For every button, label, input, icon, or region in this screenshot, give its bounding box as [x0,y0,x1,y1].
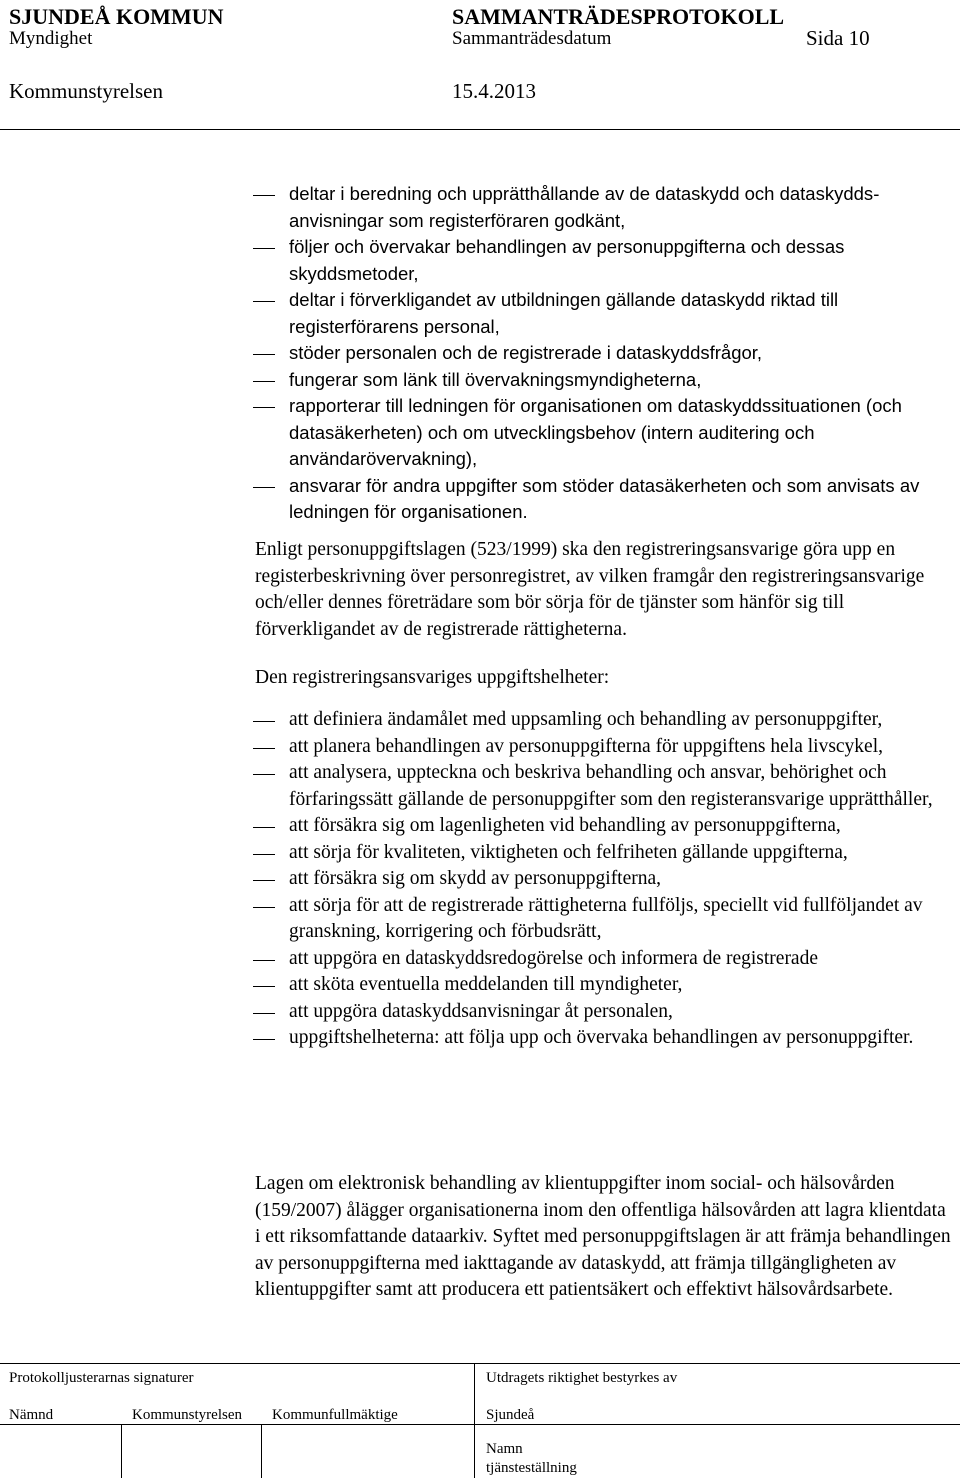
list-item: att uppgöra en dataskyddsredogörelse och informera de registrerade [255,946,955,973]
header-divider [0,129,960,130]
page-number: Sida 10 [806,26,870,50]
list-item: rapporterar till ledningen för organisationen om dataskyddssituationen (och datasäkerheten) och om utvecklingsbehov (intern auditering och användarövervakning), [255,393,955,473]
list-item: att uppgöra dataskyddsanvisningar åt personalen, [255,999,955,1026]
meeting-date: 15.4.2013 [452,79,536,103]
list-item: följer och övervakar behandlingen av personuppgifterna och dessas skyddsmetoder, [255,234,955,287]
footer-mid-rule [0,1424,960,1425]
list-item: att analysera, uppteckna och beskriva behandling och ansvar, behörighet och förfaringssätt gällande de personuppgifter som den registeransvarige upprätthåller, [255,760,955,813]
list-item: att sörja för att de registrerade rättigheterna fullföljs, speciellt vid fullföljandet av granskning, korrigering och förbudsrätt, [255,893,955,946]
section-heading: Den registreringsansvariges uppgiftshelheter: [255,667,610,688]
signatures-label: Protokolljusterarnas signaturer [9,1370,194,1386]
kommunfullmaktige-label: Kommunfullmäktige [272,1407,398,1423]
certify-label: Utdragets riktighet bestyrkes av [486,1370,678,1386]
date-label: Sammanträdesdatum [452,28,612,49]
list-item: ansvarar för andra uppgifter som stöder datasäkerheten och som anvisats av ledningen för organisationen. [255,473,955,526]
namnd-label: Nämnd [9,1407,54,1423]
sjundea-label: Sjundeå [486,1407,535,1423]
responsibilities-list [255,707,955,1052]
footer-column-divider [474,1363,475,1478]
list-item: att definiera ändamålet med uppsamling och behandling av personuppgifter, [255,707,955,734]
list-item: att planera behandlingen av personuppgifterna för uppgiftens hela livscykel, [255,734,955,761]
name-label: Namn [486,1441,523,1457]
list-item: att sörja för kvaliteten, viktigheten och felfriheten gällande uppgifterna, [255,840,955,867]
list-item: att försäkra sig om lagenligheten vid behandling av personuppgifterna, [255,813,955,840]
footer-column-divider [261,1424,262,1478]
duties-list [255,181,955,526]
list-item: att sköta eventuella meddelanden till myndigheter, [255,972,955,999]
kommunstyrelsen-label: Kommunstyrelsen [132,1407,242,1423]
document-type: SAMMANTRÄDESPROTOKOLL [452,4,785,29]
list-item: uppgiftshelheterna: att följa upp och övervaka behandlingen av personuppgifter. [255,1025,955,1052]
footer-column-divider [121,1424,122,1478]
position-label: tjänsteställning [486,1460,577,1476]
list-item: fungerar som länk till övervakningsmyndigheterna, [255,367,955,394]
paragraph-klientuppgifter: Lagen om elektronisk behandling av klientuppgifter inom social- och hälsovården (159/2007) ålägger organisationerna inom den offentliga hälsovården att lagra klientdata i ett riksomfattande dataarkiv. Syftet med personuppgiftslagen är att främja behandlingen av personuppgifterna med iakttagande av dataskydd, att främja tillgängligheten av klientuppgifter samt att producera ett patientsäkert och effektivt hälsovårdsarbete. [255,1173,951,1300]
authority: Kommunstyrelsen [9,79,163,103]
list-item: deltar i beredning och upprätthållande av de dataskydd och dataskyddsanvisningar som registerföraren godkänt, [255,181,955,234]
authority-label: Myndighet [9,28,93,49]
footer-top-rule [0,1363,960,1364]
list-item: deltar i förverkligandet av utbildningen gällande dataskydd riktad till registerförarens personal, [255,287,955,340]
list-item: att försäkra sig om skydd av personuppgifterna, [255,866,955,893]
list-item: stöder personalen och de registrerade i dataskyddsfrågor, [255,340,955,367]
paragraph-personuppgiftslagen: Enligt personuppgiftslagen (523/1999) ska den registreringsansvarige göra upp en registerbeskrivning över personregistret, av vilken framgår den registreringsansvarige och/eller dennes företrädare som bör sörja för de tjänster som hänför sig till förverkligandet av de registrerade rättigheterna. [255,539,925,640]
org-name: SJUNDEÅ KOMMUN [9,4,224,29]
